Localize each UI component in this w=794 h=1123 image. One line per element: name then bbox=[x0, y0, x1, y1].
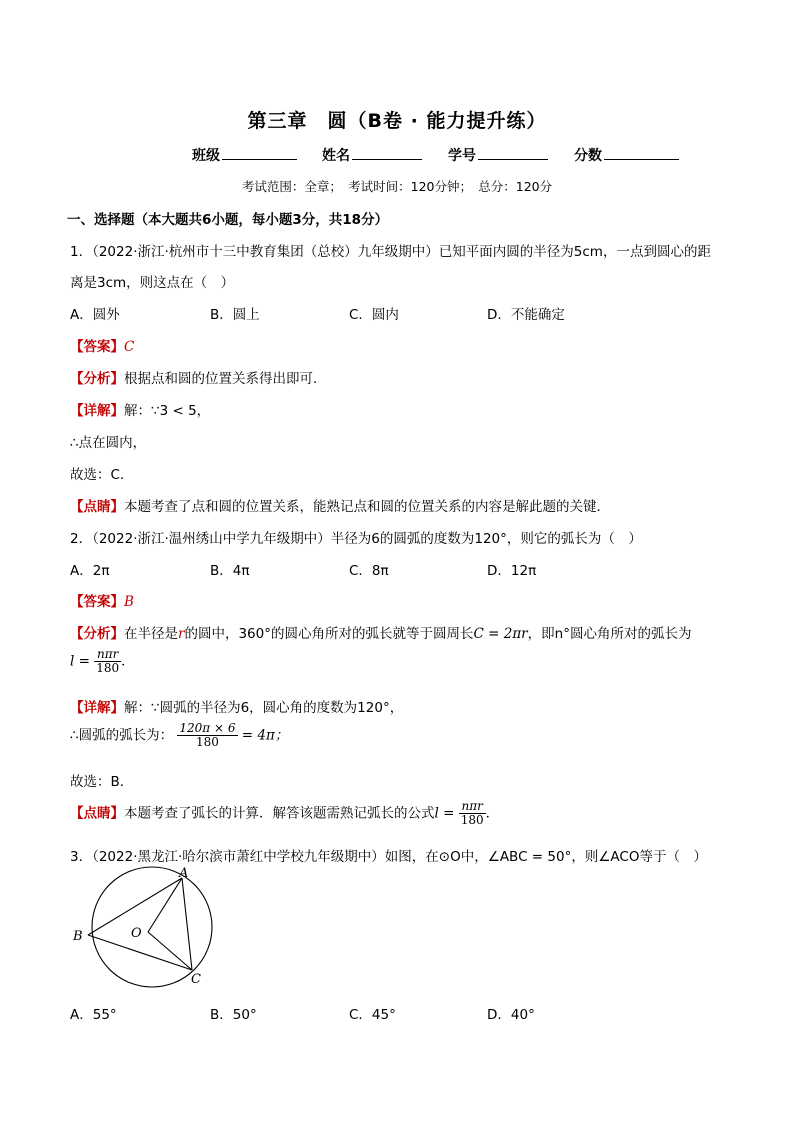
point-b-label: B bbox=[73, 929, 83, 944]
q1-stem-line2: 离是3cm，则这点在（ ） bbox=[70, 275, 235, 291]
number-field[interactable]: 学号 bbox=[448, 145, 548, 165]
comment-fraction: $\frac{\text{nπr}}{180}$ bbox=[460, 799, 484, 828]
q1-answer: 【答案】C bbox=[70, 339, 135, 355]
score-blank[interactable] bbox=[604, 145, 679, 160]
segment-oc bbox=[148, 932, 192, 970]
q1-option-a[interactable]: A．圆外 bbox=[70, 307, 120, 323]
exam-info: 考试范围：全章； 考试时间：120分钟； 总分：120分 bbox=[241, 179, 553, 194]
name-blank[interactable] bbox=[352, 145, 422, 160]
q1-option-b[interactable]: B．圆上 bbox=[210, 307, 260, 323]
q2-option-d[interactable]: D．12π bbox=[487, 563, 537, 579]
q2-option-a[interactable]: A．2π bbox=[70, 563, 110, 579]
q1-detail-line1: 【详解】解：∵3 < 5， bbox=[70, 403, 211, 419]
q2-option-b[interactable]: B．4π bbox=[210, 563, 250, 579]
q3-option-b[interactable]: B．50° bbox=[210, 1007, 257, 1023]
q1-comment: 【点睛】本题考查了点和圆的位置关系，能熟记点和圆的位置关系的内容是解此题的关键． bbox=[70, 499, 610, 515]
q1-detail-line3: 故选：C． bbox=[70, 467, 134, 483]
segment-ac bbox=[182, 878, 192, 970]
q2-analysis-formula: l = $\frac{\text{nπr}}{180}$ ． bbox=[70, 647, 135, 676]
q3-stem: 3．（2022·黑龙江·哈尔滨市萧红中学校九年级期中）如图，在⊙O中，∠ABC = 50°，则∠ACO等于（ ） bbox=[70, 849, 707, 865]
q2-stem: 2．（2022·浙江·温州绣山中学九年级期中）半径为6的圆弧的度数为120°，则它的弧长为（ ） bbox=[70, 531, 642, 547]
section-title: 一、选择题（本大题共6小题，每小题3分，共18分） bbox=[67, 212, 389, 228]
q3-option-a[interactable]: A．55° bbox=[70, 1007, 117, 1023]
class-blank[interactable] bbox=[222, 145, 297, 160]
point-o-label: O bbox=[131, 926, 142, 941]
number-blank[interactable] bbox=[478, 145, 548, 160]
name-field[interactable]: 姓名 bbox=[322, 145, 422, 165]
q3-option-d[interactable]: D．40° bbox=[487, 1007, 535, 1023]
q2-detail-line3: 故选：B． bbox=[70, 774, 134, 790]
segment-oa bbox=[148, 878, 182, 932]
q1-detail-line2: ∴点在圆内， bbox=[70, 435, 147, 451]
circle-diagram bbox=[70, 865, 220, 995]
page-title: 第三章 圆（B卷 · 能力提升练） bbox=[247, 110, 547, 132]
q1-stem-line1: 1．（2022·浙江·杭州市十三中教育集团（总校）九年级期中）已知平面内圆的半径为5cm，一点到圆心的距 bbox=[70, 244, 711, 260]
q1-option-d[interactable]: D．不能确定 bbox=[487, 307, 565, 323]
q3-option-c[interactable]: C．45° bbox=[349, 1007, 396, 1023]
calc-fraction: $\frac{120\pi \times 6}{180}$ bbox=[179, 721, 236, 750]
q2-detail-line1: 【详解】解：∵圆弧的半径为6，圆心角的度数为120°， bbox=[70, 700, 404, 716]
q1-option-c[interactable]: C．圆内 bbox=[349, 307, 399, 323]
score-field[interactable]: 分数 bbox=[574, 145, 679, 165]
point-a-label: A bbox=[179, 866, 189, 881]
circle-o bbox=[92, 867, 212, 987]
q1-analysis: 【分析】根据点和圆的位置关系得出即可． bbox=[70, 371, 327, 387]
point-c-label: C bbox=[191, 972, 201, 987]
q2-detail-line2: ∴圆弧的弧长为： $\frac{120\pi \times 6}{180}$ = 4π； bbox=[70, 721, 289, 750]
q2-analysis: 【分析】在半径是r的圆中，360°的圆心角所对的弧长就等于圆周长C = 2πr，即n°圆心角所对的弧长为 bbox=[70, 626, 692, 642]
arc-length-fraction: $\frac{\text{nπr}}{180}$ bbox=[96, 647, 120, 676]
q2-answer: 【答案】B bbox=[70, 594, 134, 610]
class-field[interactable]: 班级 bbox=[192, 145, 297, 165]
q2-option-c[interactable]: C．8π bbox=[349, 563, 389, 579]
q2-comment: 【点睛】本题考查了弧长的计算．解答该题需熟记弧长的公式l = $\frac{\text{nπr}}{180}$ ． bbox=[70, 799, 500, 828]
